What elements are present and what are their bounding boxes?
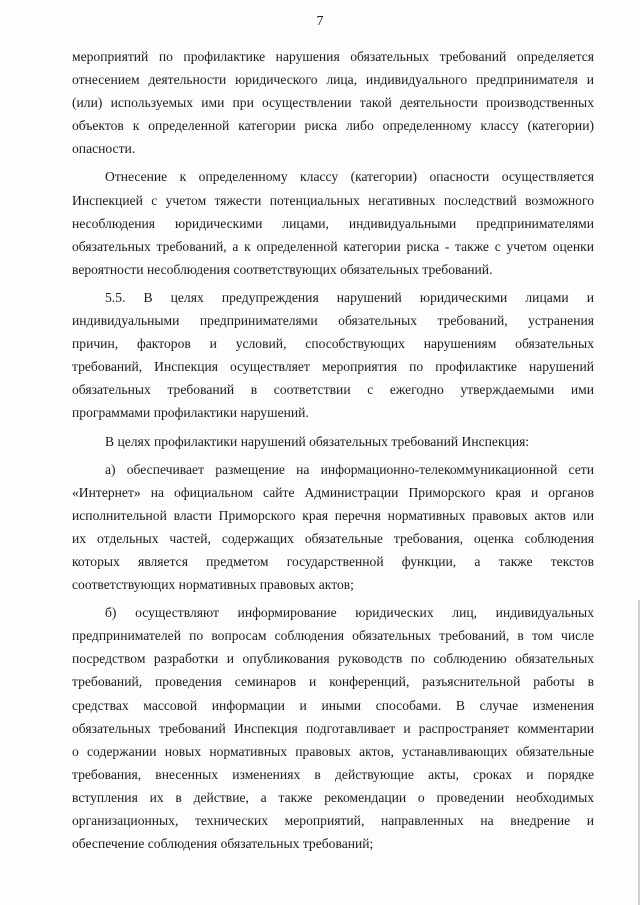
text-line: обеспечение соблюдения обязательных требований; bbox=[72, 836, 374, 852]
text-line: обязательных требований в соответствии с ежегодно утверждаемыми ими bbox=[72, 382, 594, 398]
text-line: несоблюдения юридическими лицами, индивидуальными предпринимателями bbox=[72, 215, 594, 231]
text-line: обязательных требований Инспекция подготавливает и распространяет комментарии bbox=[72, 720, 594, 736]
text-line: посредством разработки и опубликования руководств по соблюдению обязательных bbox=[72, 651, 594, 667]
document-body bbox=[72, 45, 594, 855]
text-line: объектов к определенной категории риска либо определенному классу (категории) bbox=[72, 118, 594, 134]
text-line: Отнесение к определенному классу (категории) опасности осуществляется bbox=[105, 169, 594, 185]
text-line: вступления их в действие, а также рекомендации о проведении необходимых bbox=[72, 789, 594, 805]
text-line: программами профилактики нарушений. bbox=[72, 405, 309, 421]
paragraph-hazard-class bbox=[72, 165, 594, 280]
text-line: б) осуществляют информирование юридических лиц, индивидуальных bbox=[105, 605, 594, 621]
text-line: причин, факторов и условий, способствующих нарушениям обязательных bbox=[72, 336, 594, 352]
text-line: «Интернет» на официальном сайте Администрации Приморского края и органов bbox=[72, 484, 594, 500]
text-line: а) обеспечивает размещение на информационно-телекоммуникационной сети bbox=[105, 461, 594, 477]
list-item-b bbox=[72, 601, 594, 855]
text-line: опасности. bbox=[72, 141, 136, 157]
text-line: исполнительной власти Приморского края перечня нормативных правовых актов или bbox=[72, 507, 594, 523]
paragraph-section-5-5 bbox=[72, 286, 594, 425]
list-item-a bbox=[72, 458, 594, 597]
text-line: их отдельных частей, содержащих обязательные требования, оценка соблюдения bbox=[72, 530, 594, 546]
text-line: В целях профилактики нарушений обязательных требований Инспекция: bbox=[105, 433, 530, 449]
text-line: требований, Инспекция осуществляет мероприятия по профилактике нарушений bbox=[72, 359, 594, 375]
text-line: требования, внесенных изменениях в действующие акты, сроках и порядке bbox=[72, 766, 594, 782]
text-line: требований, проведения семинаров и конференций, разъяснительной работы в bbox=[72, 674, 594, 690]
text-line: Инспекцией с учетом тяжести потенциальных негативных последствий возможного bbox=[72, 192, 594, 208]
text-line: о содержании новых нормативных правовых актов, устанавливающих обязательные bbox=[72, 743, 594, 759]
text-line: соответствующих нормативных правовых актов; bbox=[72, 577, 354, 593]
text-line: вероятности несоблюдения соответствующих обязательных требований. bbox=[72, 261, 493, 277]
text-line: обязательных требований, а к определенной категории риска - также с учетом оценки bbox=[72, 238, 594, 254]
text-line: отнесением деятельности юридического лица, индивидуального предпринимателя и bbox=[72, 72, 594, 88]
text-line: которых является предметом государственной функции, а также текстов bbox=[72, 553, 594, 569]
paragraph-intro-list bbox=[72, 430, 594, 453]
text-line: (или) используемых ими при осуществлении такой деятельности производственных bbox=[72, 95, 594, 111]
text-line: предпринимателей по вопросам соблюдения обязательных требований, в том числе bbox=[72, 628, 594, 644]
text-line: мероприятий по профилактике нарушения обязательных требований определяется bbox=[72, 49, 594, 64]
text-line: средствах массовой информации и иными способами. В случае изменения bbox=[72, 697, 594, 713]
page-number: 7 bbox=[316, 14, 324, 29]
text-line: 5.5. В целях предупреждения нарушений юридическими лицами и bbox=[105, 289, 594, 305]
text-line: организационных, технических мероприятий, направленных на внедрение и bbox=[72, 813, 594, 828]
text-line: индивидуальными предпринимателями обязательных требований, устранения bbox=[72, 313, 594, 329]
paragraph-continuation bbox=[72, 45, 594, 160]
